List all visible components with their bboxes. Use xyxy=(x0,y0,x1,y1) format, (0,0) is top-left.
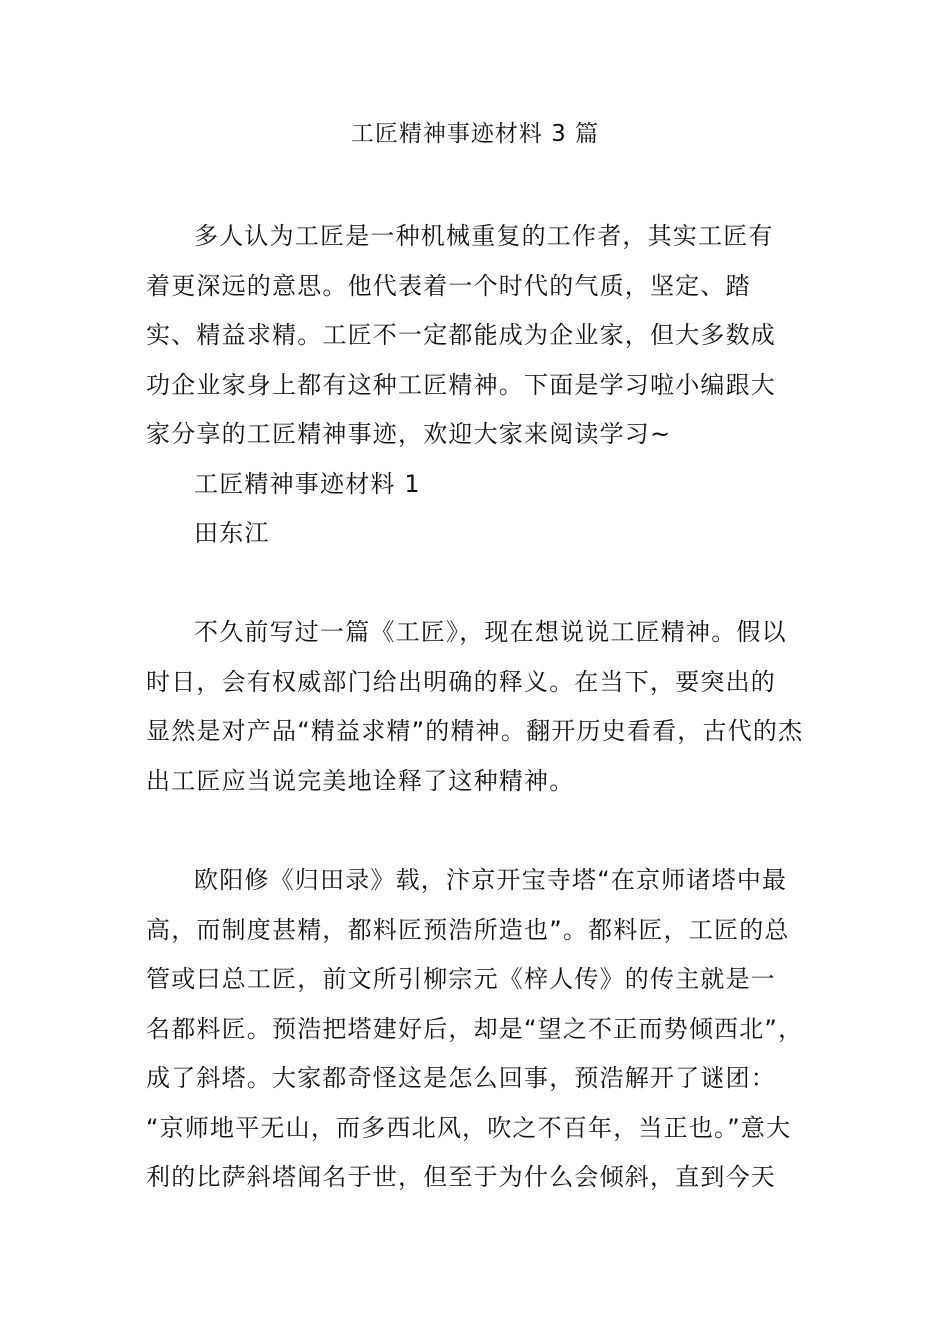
paragraph-3: 欧阳修《归田录》载，汴京开宝寺塔“在京师诸塔中最 高，而制度甚精，都料匠预浩所造也”。都料匠，工匠的总 管或曰总工匠，前文所引柳宗元《梓人传》的传主就是一 名都料匠。预浩把塔建好后，却是“望之不正而势倾西北”， 成了斜塔。大家都奇怪这是怎么回事，预浩解开了谜团： “京师地平无山，而多西北风，吹之不百年，当正也。”意大 利的比萨斜塔闻名于世，但至于为什么会倾斜，直到今天 xyxy=(146,866,804,1191)
intro-paragraph: 多人认为工匠是一种机械重复的工作者，其实工匠有 着更深远的意思。他代表着一个时代的气质，坚定、踏 实、精益求精。工匠不一定都能成为企业家，但大多数成 功企业家身上都有这种工匠精神。下面是学习啦小编跟大 家分享的工匠精神事迹，欢迎大家来阅读学习~ xyxy=(146,222,776,448)
paragraph-2: 不久前写过一篇《工匠》，现在想说说工匠精神。假以 时日，会有权威部门给出明确的释义。在当下，要突出的 显然是对产品“精益求精”的精神。翻开历史看看，古代的杰 出工匠应当说完美地诠释了这种精神。 xyxy=(146,618,804,795)
section-heading: 工匠精神事迹材料 1 xyxy=(194,470,421,498)
paragraph-2-block xyxy=(146,608,806,806)
intro-paragraph-block xyxy=(146,212,806,460)
document-title: 工匠精神事迹材料 3 篇 xyxy=(350,121,600,147)
section-heading-block xyxy=(146,460,806,510)
author-block xyxy=(146,509,806,559)
paragraph-3-block xyxy=(146,856,806,1203)
author-name: 田东江 xyxy=(194,519,270,547)
